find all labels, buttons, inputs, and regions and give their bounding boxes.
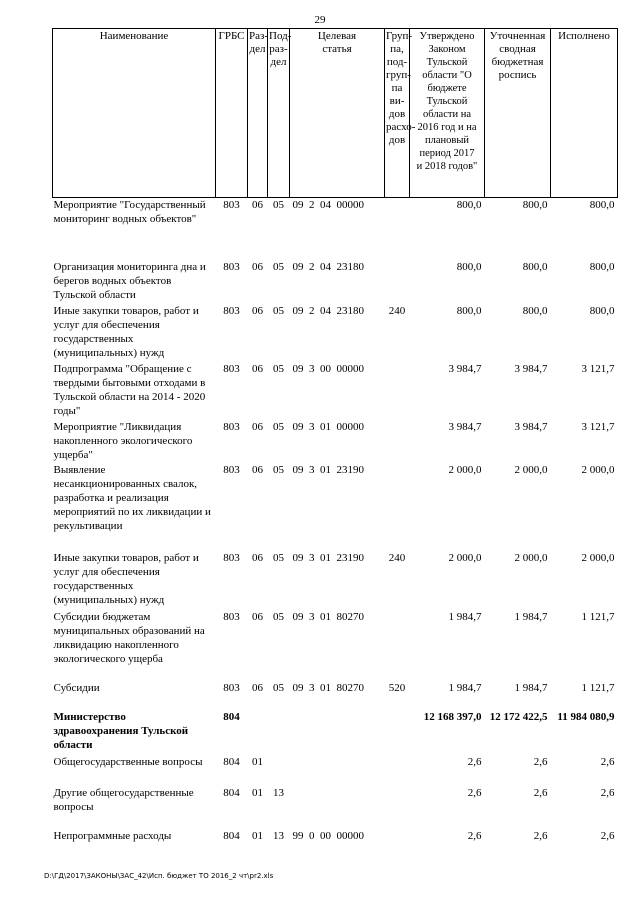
- header-name: Наименование: [53, 29, 216, 198]
- row-razdel: 06: [252, 362, 263, 375]
- row-name: Иные закупки товаров, работ и услуг для обеспечения государственных (муниципальных) нужд: [53, 551, 199, 606]
- row-name: Иные закупки товаров, работ и услуг для обеспечения государственных (муниципальных) нужд: [53, 304, 199, 359]
- row-executed: 800,0: [589, 304, 615, 317]
- header-razdel: Раз- дел: [248, 29, 268, 198]
- table-row: [53, 710, 618, 755]
- row-razdel: 01: [252, 829, 263, 842]
- row-name: Выявление несанкционированных свалок, разработка и реализация мероприятий по их ликвидации и рекультивации: [53, 463, 211, 532]
- row-group: 240: [388, 551, 406, 564]
- row-razdel: 01: [252, 755, 263, 768]
- table-row: [53, 755, 618, 786]
- row-grbs: 803: [223, 610, 240, 623]
- row-name: Субсидии бюджетам муниципальных образований на ликвидацию накопленного экологического ущерба: [53, 610, 205, 665]
- row-target: [290, 786, 385, 829]
- table-row: [53, 610, 618, 681]
- row-name: Мероприятие "Государственный мониторинг водных объектов": [53, 199, 206, 225]
- row-approved: 3 984,7: [448, 362, 482, 375]
- row-group: [385, 829, 410, 851]
- row-approved: 12 168 397,0: [423, 710, 482, 723]
- row-podrazdel: 05: [273, 362, 284, 375]
- table-row: [53, 260, 618, 304]
- row-grbs: 803: [223, 362, 240, 375]
- row-refined: 800,0: [522, 199, 548, 211]
- row-executed: 11 984 080,9: [557, 710, 615, 723]
- row-grbs: 803: [223, 420, 240, 433]
- row-razdel: 01: [252, 786, 263, 799]
- row-refined: 2 000,0: [514, 463, 548, 476]
- row-group: 240: [388, 304, 406, 317]
- row-refined: 1 984,7: [514, 610, 548, 623]
- table-row: [53, 681, 618, 710]
- row-refined: 800,0: [522, 304, 548, 317]
- row-grbs: 804: [223, 755, 240, 768]
- table-row: [53, 829, 618, 851]
- row-executed: 1 121,7: [581, 681, 615, 694]
- row-name: Субсидии: [53, 681, 100, 694]
- row-target: 09 2 04 23180: [292, 304, 364, 317]
- row-refined: 3 984,7: [514, 420, 548, 433]
- row-grbs: 804: [223, 829, 240, 842]
- row-razdel: 06: [252, 199, 263, 211]
- row-refined: 1 984,7: [514, 681, 548, 694]
- row-executed: 2,6: [600, 755, 615, 768]
- row-group: [385, 198, 410, 260]
- row-name: Подпрограмма "Обращение с твердыми бытовыми отходами в Тульской области на 2014 - 2020 годы": [53, 362, 206, 417]
- row-executed: 800,0: [589, 260, 615, 273]
- table-row: [53, 198, 618, 260]
- row-razdel: 06: [252, 681, 263, 694]
- row-refined: 12 172 422,5: [489, 710, 548, 723]
- row-approved: 800,0: [456, 199, 482, 211]
- row-refined: 2,6: [533, 755, 548, 768]
- row-name: Министерство здравоохранения Тульской области: [53, 710, 189, 751]
- row-executed: 3 121,7: [581, 420, 615, 433]
- row-group: [385, 260, 410, 304]
- row-executed: 2,6: [600, 829, 615, 842]
- row-grbs: 804: [223, 786, 240, 799]
- row-group: [385, 420, 410, 463]
- header-podrazdel: Под- раз- дел: [268, 29, 290, 198]
- row-target: 09 3 01 80270: [292, 681, 364, 694]
- row-group: 520: [388, 681, 406, 694]
- row-target: 09 2 04 23180: [292, 260, 364, 273]
- row-target: 09 3 01 23190: [292, 551, 364, 564]
- row-podrazdel: 05: [273, 199, 284, 211]
- row-name: Организация мониторинга дна и берегов водных объектов Тульской области: [53, 260, 206, 301]
- row-podrazdel: 05: [273, 463, 284, 476]
- row-target: [290, 755, 385, 786]
- row-podrazdel: 05: [273, 420, 284, 433]
- row-podrazdel: [268, 710, 290, 755]
- row-target: 09 2 04 00000: [292, 199, 364, 211]
- row-razdel: 06: [252, 463, 263, 476]
- header-target: Целевая статья: [290, 29, 385, 198]
- row-refined: 800,0: [522, 260, 548, 273]
- row-approved: 3 984,7: [448, 420, 482, 433]
- row-name: Непрограммные расходы: [53, 829, 172, 842]
- row-podrazdel: 05: [273, 681, 284, 694]
- row-grbs: 804: [223, 710, 240, 723]
- row-approved: 2,6: [467, 829, 482, 842]
- header-grbs: ГРБС: [216, 29, 248, 198]
- row-group: [385, 710, 410, 755]
- row-executed: 2 000,0: [581, 463, 615, 476]
- table-row: [53, 304, 618, 362]
- file-path-footer: D:\ГД\2017\ЗАКОНЫ\ЗАС_42\Исп. бюджет ТО 2016_2 чт\pr2.xls: [44, 872, 274, 880]
- row-approved: 800,0: [456, 304, 482, 317]
- row-podrazdel: 05: [273, 551, 284, 564]
- table-row: [53, 786, 618, 829]
- row-podrazdel: 05: [273, 304, 284, 317]
- row-grbs: 803: [223, 463, 240, 476]
- row-grbs: 803: [223, 681, 240, 694]
- row-target: [290, 710, 385, 755]
- row-grbs: 803: [223, 260, 240, 273]
- row-target: 09 3 00 00000: [292, 362, 364, 375]
- row-name: Другие общегосударственные вопросы: [53, 786, 194, 813]
- row-target: 99 0 00 00000: [292, 829, 364, 842]
- row-podrazdel: 05: [273, 260, 284, 273]
- table-body: [53, 198, 618, 851]
- row-grbs: 803: [223, 304, 240, 317]
- row-razdel: [248, 710, 268, 755]
- row-approved: 2,6: [467, 786, 482, 799]
- row-razdel: 06: [252, 260, 263, 273]
- row-podrazdel: 13: [273, 786, 284, 799]
- row-group: [385, 362, 410, 420]
- row-approved: 2 000,0: [448, 463, 482, 476]
- table-row: [53, 362, 618, 420]
- row-executed: 800,0: [589, 199, 615, 211]
- row-podrazdel: 05: [273, 610, 284, 623]
- row-group: [385, 463, 410, 551]
- row-executed: 3 121,7: [581, 362, 615, 375]
- header-approved: Утверждено Законом Тульской области "О бюджете Тульской области на 2016 год и на плановый период 2017 и 2018 годов": [410, 29, 485, 198]
- row-grbs: 803: [223, 551, 240, 564]
- row-podrazdel: [268, 755, 290, 786]
- row-name: Общегосударственные вопросы: [53, 755, 203, 768]
- table-row: [53, 420, 618, 463]
- table-row: [53, 551, 618, 610]
- page-number: 29: [314, 14, 326, 26]
- row-name: Мероприятие "Ликвидация накопленного экологического ущерба": [53, 420, 193, 461]
- row-refined: 2,6: [533, 829, 548, 842]
- row-razdel: 06: [252, 420, 263, 433]
- row-group: [385, 786, 410, 829]
- row-group: [385, 610, 410, 681]
- row-razdel: 06: [252, 610, 263, 623]
- row-refined: 2 000,0: [514, 551, 548, 564]
- row-approved: 800,0: [456, 260, 482, 273]
- row-executed: 2,6: [600, 786, 615, 799]
- row-refined: 2,6: [533, 786, 548, 799]
- row-refined: 3 984,7: [514, 362, 548, 375]
- row-razdel: 06: [252, 304, 263, 317]
- table-header-row: [53, 29, 618, 198]
- row-approved: 1 984,7: [448, 610, 482, 623]
- header-group: Груп- па, под- груп- па ви- дов расхо- дов: [385, 29, 410, 198]
- row-approved: 2,6: [467, 755, 482, 768]
- row-target: 09 3 01 00000: [292, 420, 364, 433]
- row-podrazdel: 13: [273, 829, 284, 842]
- budget-table: [52, 28, 618, 851]
- row-approved: 1 984,7: [448, 681, 482, 694]
- row-approved: 2 000,0: [448, 551, 482, 564]
- row-executed: 1 121,7: [581, 610, 615, 623]
- row-target: 09 3 01 23190: [292, 463, 364, 476]
- table-row: [53, 463, 618, 551]
- header-refined: Уточненная сводная бюджетная роспись: [485, 29, 551, 198]
- row-grbs: 803: [223, 199, 240, 211]
- row-target: 09 3 01 80270: [292, 610, 364, 623]
- header-executed: Исполнено: [551, 29, 618, 198]
- row-executed: 2 000,0: [581, 551, 615, 564]
- row-razdel: 06: [252, 551, 263, 564]
- row-group: [385, 755, 410, 786]
